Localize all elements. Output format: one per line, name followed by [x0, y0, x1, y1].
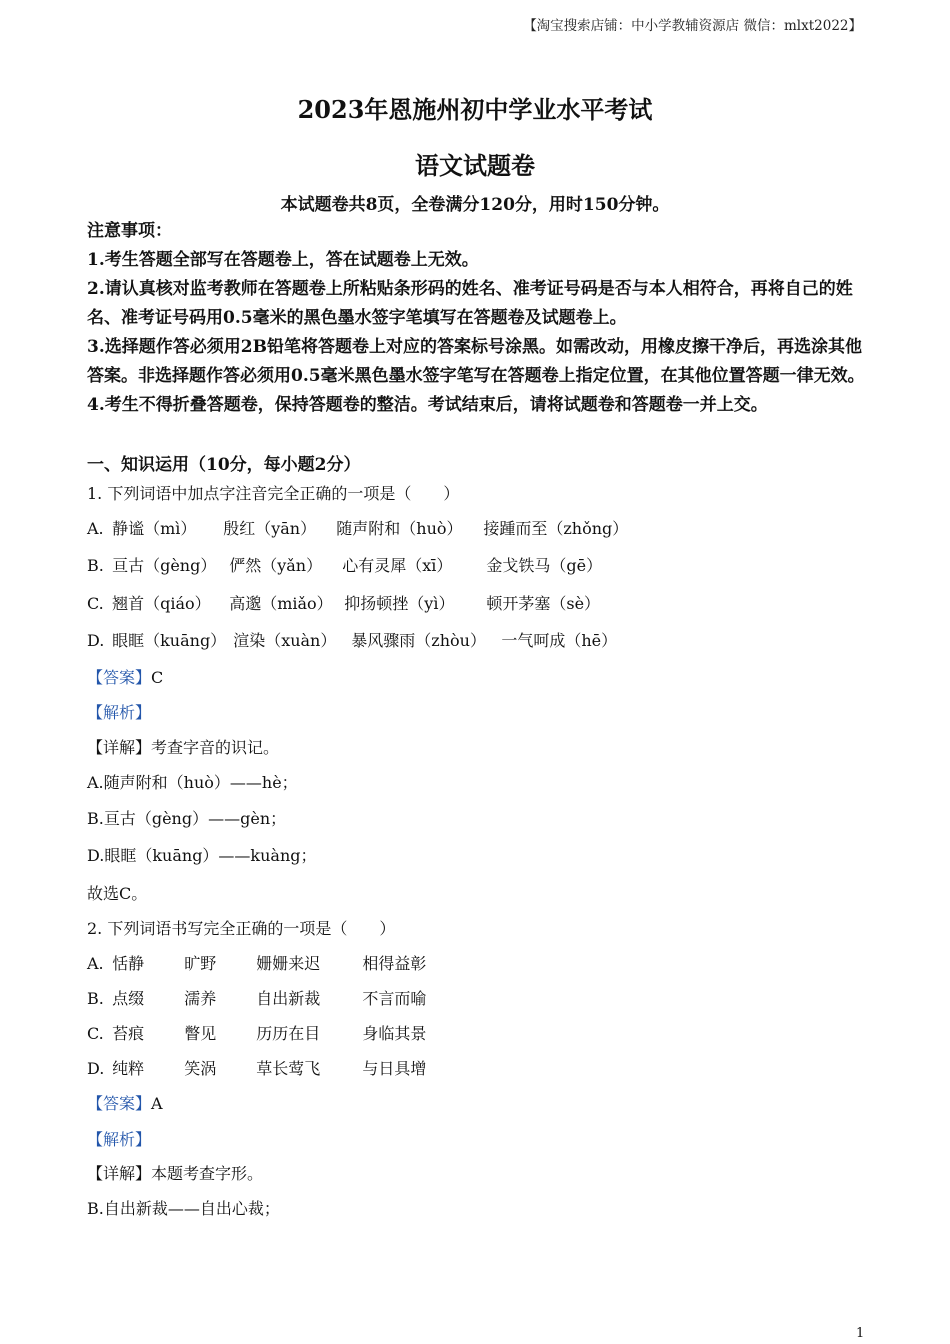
- option-letter: C.: [87, 594, 104, 613]
- q1-conclusion: 故选C。: [87, 884, 148, 903]
- notice-item: 4.考生不得折叠答题卷，保持答题卷的整洁。考试结束后，请将试题卷和答题卷一并上交。: [87, 395, 768, 415]
- notice-item: 1.考生答题全部写在答题卷上，答在试题卷上无效。: [87, 250, 479, 270]
- q2-option-d: [87, 1056, 426, 1079]
- option-word: 姗姗来迟: [256, 954, 321, 973]
- q1-note: D.眼眶（kuāng）——kuàng；: [87, 846, 317, 865]
- option-letter: C.: [87, 1024, 104, 1043]
- header-note: 【淘宝搜索店铺：中小学教辅资源店 微信：mlxt2022】: [523, 18, 862, 34]
- option-word: 心有灵犀（xī）: [342, 556, 453, 575]
- q1-note: A.随声附和（huò）——hè；: [87, 773, 298, 792]
- option-word: 随声附和（huò）: [336, 519, 463, 538]
- option-word: 渲染（xuàn）: [233, 631, 337, 650]
- q2-option-a: [87, 951, 426, 974]
- option-word: 纯粹: [112, 1059, 145, 1078]
- q2-stem: 2. 下列词语书写完全正确的一项是（ ）: [87, 919, 396, 938]
- q1-note: B.亘古（gèng）——gèn；: [87, 809, 287, 828]
- q1-stem: 1. 下列词语中加点字注音完全正确的一项是（ ）: [87, 484, 460, 503]
- answer-label: 【答案】: [87, 668, 152, 687]
- option-word: 点缀: [112, 989, 145, 1008]
- q1-analysis-label: 【解析】: [87, 703, 152, 722]
- page-number: 1: [856, 1326, 865, 1341]
- answer-label: 【答案】: [87, 1094, 152, 1113]
- q1-answer: [87, 665, 163, 688]
- answer-value: C: [151, 668, 164, 687]
- option-word: 顿开茅塞（sè）: [486, 594, 601, 613]
- notice-item: 2.请认真核对监考教师在答题卷上所粘贴条形码的姓名、准考证号码是否与本人相符合，再将自己的姓名、准考证号码用0.5毫米的黑色墨水签字笔填写在答题卷及试题卷上。: [87, 279, 853, 328]
- option-letter: A.: [87, 954, 104, 973]
- notice-block: [87, 217, 867, 420]
- option-word: 与日具增: [362, 1059, 427, 1078]
- option-word: 历历在目: [256, 1024, 321, 1043]
- option-word: 静谧（mì）: [112, 519, 197, 538]
- option-word: 一气呵成（hē）: [501, 631, 618, 650]
- option-word: 高邈（miǎo）: [229, 594, 333, 613]
- q2-option-b: [87, 986, 426, 1009]
- option-word: 笑涡: [184, 1059, 217, 1078]
- option-word: 暴风骤雨（zhòu）: [351, 631, 486, 650]
- option-letter: A.: [87, 519, 104, 538]
- option-word: 翘首（qiáo）: [112, 594, 211, 613]
- option-word: 旷野: [184, 954, 217, 973]
- q2-option-c: [87, 1021, 426, 1044]
- option-word: 濡养: [184, 989, 217, 1008]
- exam-title: 2023年恩施州初中学业水平考试: [297, 95, 653, 124]
- notice-item: 3.选择题作答必须用2B铅笔将答题卷上对应的答案标号涂黑。如需改动，用橡皮擦干净后，再选涂其他答案。非选择题作答必须用0.5毫米黑色墨水签字笔写在答题卷上指定位置，在其他位置答题一律无效。: [87, 337, 865, 386]
- option-word: 自出新裁: [256, 989, 321, 1008]
- q2-note: B.自出新裁——自出心裁；: [87, 1199, 280, 1218]
- option-word: 恬静: [112, 954, 145, 973]
- section-heading: 一、知识运用（10分，每小题2分）: [87, 455, 361, 475]
- exam-subtitle: 语文试题卷: [415, 151, 535, 180]
- option-word: 金戈铁马（gē）: [486, 556, 603, 575]
- option-word: 殷红（yān）: [223, 519, 317, 538]
- option-word: 草长莺飞: [256, 1059, 321, 1078]
- q1-option-d: [87, 628, 617, 651]
- option-word: 相得益彰: [362, 954, 427, 973]
- q1-option-c: [87, 591, 600, 614]
- q2-analysis-label: 【解析】: [87, 1130, 152, 1149]
- option-letter: D.: [87, 631, 105, 650]
- answer-value: A: [151, 1094, 163, 1113]
- option-word: 身临其景: [362, 1024, 427, 1043]
- option-word: 瞥见: [184, 1024, 217, 1043]
- option-word: 亘古（gèng）: [112, 556, 217, 575]
- q1-detail: 【详解】考查字音的识记。: [87, 738, 280, 757]
- option-word: 抑扬顿挫（yì）: [344, 594, 455, 613]
- option-word: 俨然（yǎn）: [229, 556, 323, 575]
- option-letter: D.: [87, 1059, 105, 1078]
- notice-heading: 注意事项：: [87, 221, 172, 241]
- option-word: 不言而喻: [362, 989, 427, 1008]
- q2-detail: 【详解】本题考查字形。: [87, 1164, 264, 1183]
- option-letter: B.: [87, 989, 104, 1008]
- q2-answer: [87, 1091, 163, 1114]
- option-word: 苔痕: [112, 1024, 145, 1043]
- option-word: 接踵而至（zhǒng）: [483, 519, 629, 538]
- q1-option-b: [87, 553, 602, 576]
- exam-info: 本试题卷共8页，全卷满分120分，用时150分钟。: [280, 195, 670, 215]
- option-letter: B.: [87, 556, 104, 575]
- option-word: 眼眶（kuāng）: [112, 631, 227, 650]
- q1-option-a: [87, 516, 628, 539]
